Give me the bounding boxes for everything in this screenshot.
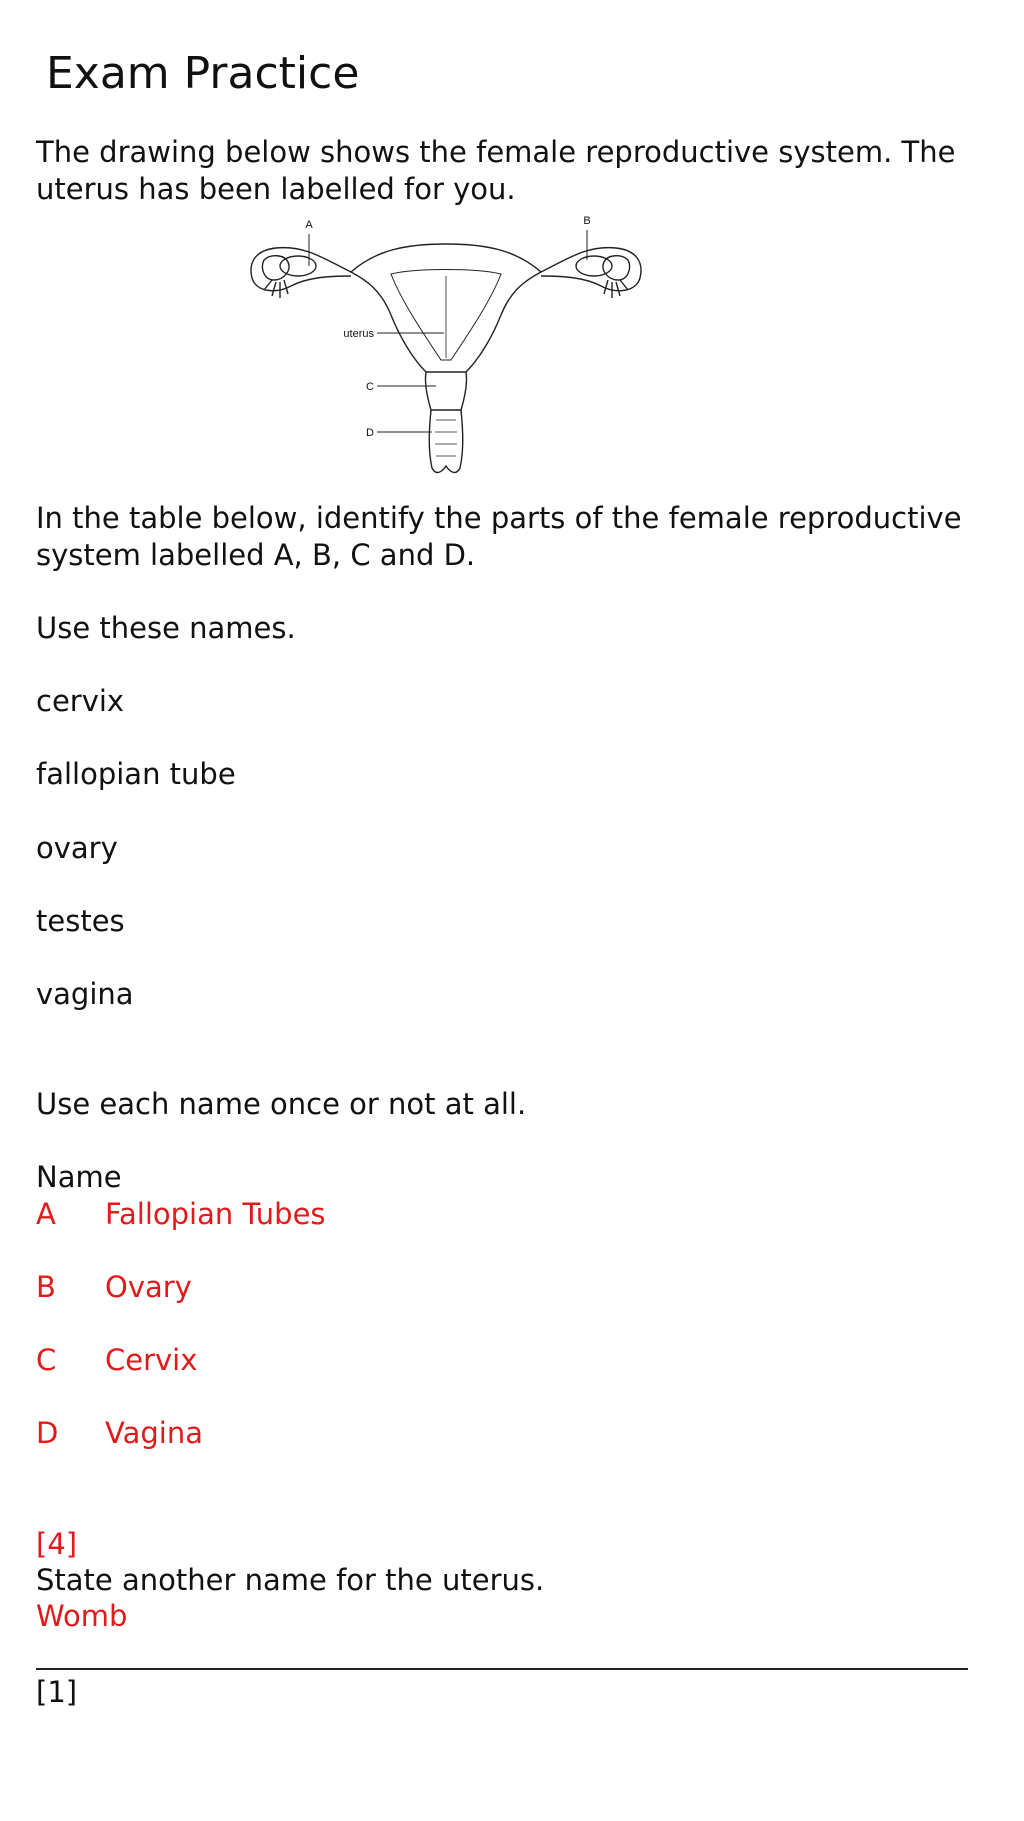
instruction-text: In the table below, identify the parts of the female reproductive system labelled A, B, C and D. — [36, 501, 962, 572]
question-2-text: State another name for the uterus. — [36, 1563, 545, 1597]
vagina-outline — [429, 410, 463, 472]
answer-letter: D — [36, 1416, 59, 1450]
answer-2-text: Womb — [36, 1599, 128, 1633]
name-option: vagina — [36, 977, 134, 1011]
table-header: Name — [36, 1160, 122, 1194]
label-uterus: uterus — [343, 328, 374, 340]
answer-row-a — [36, 1196, 326, 1233]
use-names-text: Use these names. — [36, 611, 296, 645]
label-c: C — [366, 381, 374, 393]
marks-q1: [4] — [36, 1527, 78, 1561]
answer-row-d — [36, 1415, 203, 1452]
use-once-text: Use each name once or not at all. — [36, 1087, 527, 1121]
answer-line — [36, 1668, 968, 1670]
marks-q2: [1] — [36, 1675, 78, 1709]
right-fallopian-tube — [541, 248, 641, 291]
left-ovary — [280, 256, 316, 276]
answer-letter: B — [36, 1270, 56, 1304]
label-a: A — [305, 219, 313, 231]
label-b: B — [583, 215, 591, 227]
reproductive-system-diagram — [246, 210, 646, 480]
left-fallopian-tube — [251, 248, 351, 291]
answer-letter: A — [36, 1197, 56, 1231]
name-option: fallopian tube — [36, 757, 236, 791]
name-option: testes — [36, 904, 125, 938]
label-d: D — [366, 427, 374, 439]
answer-letter: C — [36, 1343, 57, 1377]
answer-name: Cervix — [105, 1343, 198, 1377]
answer-name: Ovary — [105, 1270, 192, 1304]
answer-name: Vagina — [105, 1416, 203, 1450]
answer-name: Fallopian Tubes — [105, 1197, 326, 1231]
intro-text: The drawing below shows the female reproductive system. The uterus has been labelled for you. — [36, 135, 956, 206]
name-option: cervix — [36, 684, 125, 718]
right-ovary — [576, 256, 612, 276]
cervix-outline — [425, 372, 466, 410]
page-title: Exam Practice — [46, 48, 360, 99]
name-option: ovary — [36, 831, 118, 865]
answer-row-b — [36, 1269, 192, 1306]
answer-row-c — [36, 1342, 197, 1379]
